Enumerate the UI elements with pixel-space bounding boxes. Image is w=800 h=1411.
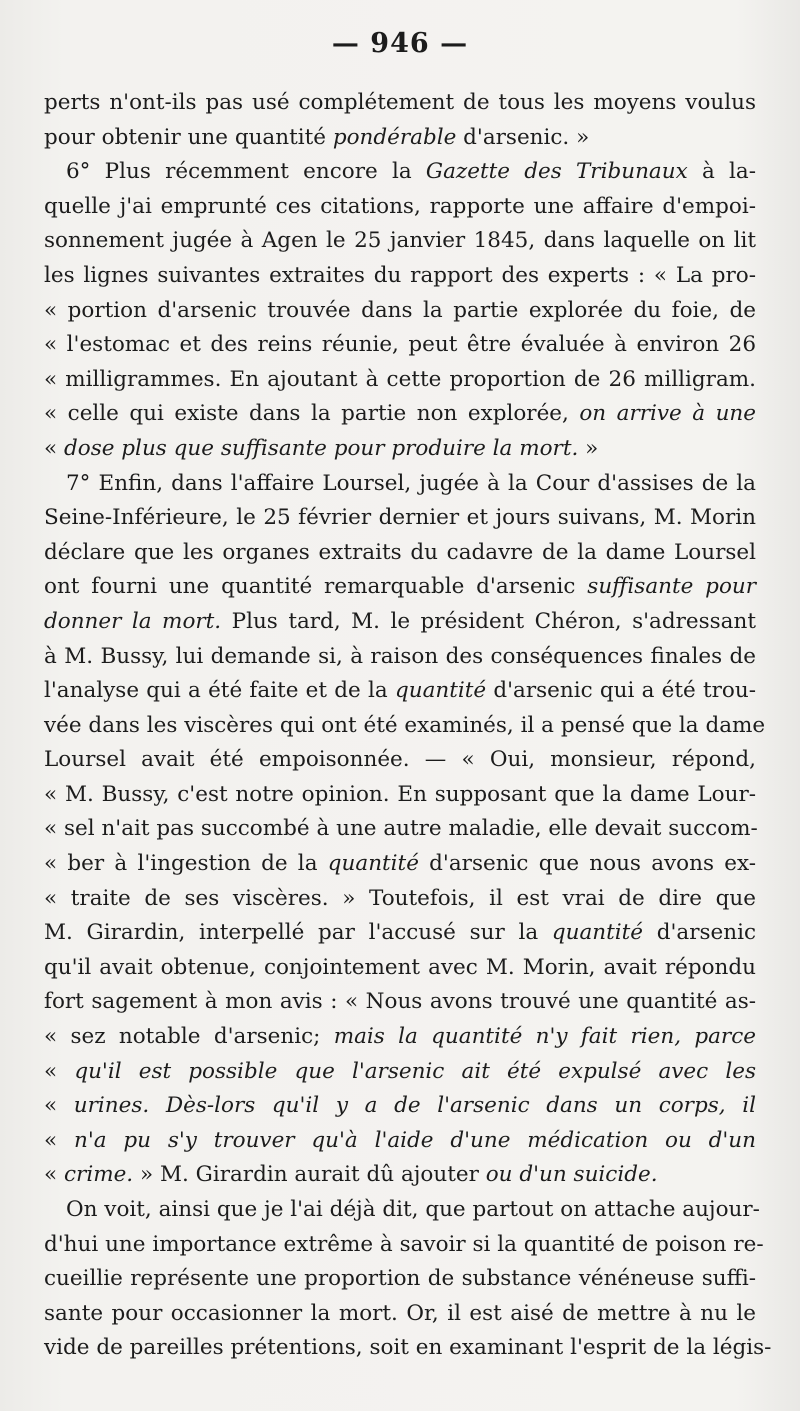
italic-text: suffisante pour [587,574,757,600]
text-segment: 7° Enfin, dans l'affaire Loursel, jugée à la Cour d'assises de la [66,470,756,496]
text-line [44,1331,772,1366]
text-line [44,709,766,744]
text-segment: Plus tard, M. le président Chéron, s'adressant [221,608,756,634]
text-segment: On voit, ainsi que je l'ai déjà dit, que partout on attache aujour- [66,1197,760,1222]
text-segment: pour obtenir une quantité [44,124,333,150]
text-segment: 6° Plus récemment encore la [66,159,426,185]
italic-text: quantité [551,920,644,946]
text-line [44,1228,764,1263]
text-line [44,155,756,190]
text-segment: sonnement jugée à Agen le 25 janvier 1845, dans laquelle on lit [44,228,756,254]
text-segment: fort sagement à mon avis : « Nous avons trouvé une quantité as- [44,989,756,1015]
italic-text: crime. [64,1162,134,1188]
text-line [44,605,756,640]
text-segment: « ber à l'ingestion de la [44,851,328,877]
text-line [44,224,756,259]
text-line [44,985,756,1020]
text-line [44,1020,756,1055]
text-segment: d'arsenic. » [456,124,590,150]
text-line [44,294,756,329]
text-segment: « celle qui existe dans la partie non explorée, [44,401,580,427]
text-line [44,259,756,294]
text-segment: « sel n'ait pas succombé à une autre maladie, elle devait succom- [44,816,758,842]
text-line [44,847,756,882]
text-segment: Loursel avait été empoisonnée. — « Oui, monsieur, répond, [44,747,756,773]
text-line [44,467,756,502]
text-line [44,882,756,917]
text-segment: l'analyse qui a été faite et de la [44,678,395,704]
text-line [44,916,756,951]
text-line [44,674,756,709]
italic-text: donner la mort. [44,608,222,634]
page-number: — 946 — [331,28,469,59]
text-segment: vide de pareilles prétentions, soit en examinant l'esprit de la légis- [44,1335,772,1361]
text-line [44,1055,756,1090]
text-segment: sante pour occasionner la mort. Or, il est aisé de mettre à nu le [44,1300,756,1326]
text-segment: ont fourni une quantité remarquable d'arsenic [44,574,588,600]
text-line [44,432,756,467]
text-segment: « [44,1127,74,1153]
text-line [44,501,756,536]
italic-text: n'a pu s'y trouver qu'à l'aide d'une médication ou d'un [73,1127,756,1153]
italic-text: on arrive à une [579,401,756,427]
text-segment: cueillie représente une proportion de substance vénéneuse suffi- [44,1266,756,1292]
text-segment: d'arsenic [643,920,757,946]
text-segment: « l'estomac et des reins réunie, peut être évaluée à environ 26 [44,332,756,358]
italic-text: Gazette des Tribunaux [425,159,688,185]
text-line [44,86,756,121]
text-segment: « portion d'arsenic trouvée dans la partie explorée du foie, de [44,297,756,323]
text-segment: « [44,435,64,461]
text-line [44,743,756,778]
text-line [44,1124,756,1159]
text-line [44,397,756,432]
text-line [44,190,756,225]
text-segment: d'hui une importance extrême à savoir si la quantité de poison re- [44,1231,764,1257]
body-text [44,86,772,1366]
italic-text: qu'il est possible que l'arsenic ait été expulsé avec les [74,1058,756,1084]
italic-text: dose plus que suffisante pour produire la mort. [64,435,579,461]
text-line [44,121,756,156]
text-segment: d'arsenic que nous avons ex- [418,851,756,877]
text-segment: M. Girardin, interpellé par l'accusé sur la [44,920,552,946]
text-line [44,1089,756,1124]
italic-text: pondérable [332,124,457,150]
text-segment: à la- [687,159,756,185]
text-segment: « sez notable d'arsenic; [44,1024,334,1050]
italic-text: quantité [327,851,419,877]
text-segment: perts n'ont-ils pas usé complétement de tous les moyens voulus [44,90,756,115]
text-line [44,1193,760,1228]
text-segment: d'arsenic qui a été trou- [486,678,756,704]
text-line [44,328,756,363]
text-segment: Seine-Inférieure, le 25 février dernier et jours suivans, M. Morin [44,505,756,531]
italic-text: ou d'un suicide. [485,1162,658,1188]
text-line [44,363,756,398]
italic-text: quantité [394,678,487,704]
text-segment: déclare que les organes extraits du cadavre de la dame Loursel [44,539,756,565]
text-segment: vée dans les viscères qui ont été examinés, il a pensé que la dame [44,712,766,738]
text-segment: « [44,1058,75,1084]
text-line [44,1297,756,1332]
text-segment: « M. Bussy, c'est notre opinion. En supposant que la dame Lour- [44,781,756,807]
text-segment: les lignes suivantes extraites du rapport des experts : « La pro- [44,262,756,288]
text-line [44,1158,756,1193]
text-segment: « milligrammes. En ajoutant à cette proportion de 26 milligram. [44,366,756,392]
text-line [44,951,756,986]
text-line [44,778,756,813]
text-line [44,570,756,605]
text-segment: à M. Bussy, lui demande si, à raison des conséquences finales de [44,643,756,669]
text-line [44,1262,756,1297]
text-segment: quelle j'ai emprunté ces citations, rapporte une affaire d'empoi- [44,193,756,219]
italic-text: urines. Dès-lors qu'il y a de l'arsenic dans un corps, il [73,1093,756,1119]
text-segment: « [44,1162,64,1188]
text-segment: « [44,1093,74,1119]
text-line [44,640,756,675]
text-segment: « traite de ses viscères. » Toutefois, il est vrai de dire que [44,885,756,911]
text-line [44,812,756,847]
text-segment: qu'il avait obtenue, conjointement avec M. Morin, avait répondu [44,954,756,980]
text-segment: » [578,435,599,461]
italic-text: mais la quantité n'y fait rien, parce [333,1024,756,1050]
text-segment: » M. Girardin aurait dû ajouter [133,1162,486,1188]
text-line [44,536,756,571]
